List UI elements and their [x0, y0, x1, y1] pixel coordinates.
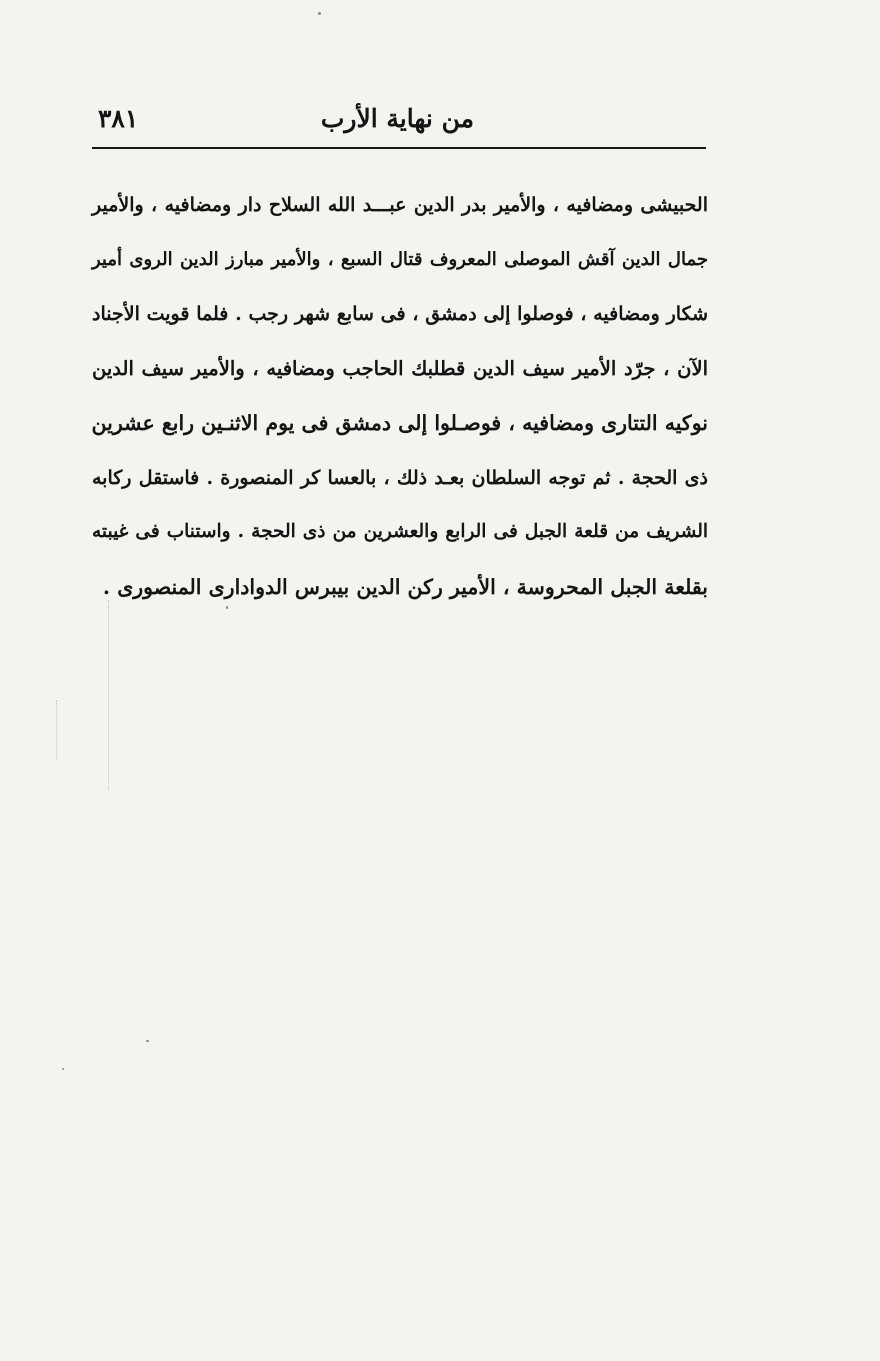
scan-margin-mark	[56, 700, 57, 760]
text-line: شكار ومضافيه ، فوصلوا إلى دمشق ، فى سابع شهر رجب . فلما قويت الأجناد	[92, 303, 708, 325]
header-rule	[92, 147, 706, 149]
scan-margin-mark	[108, 600, 109, 790]
text-line: الآن ، جرّد الأمير سيف الدين قطلبك الحاجب ومضافيه ، والأمير سيف الدين	[92, 356, 708, 380]
page-number: ٣٨١	[98, 104, 139, 133]
text-line: الشريف من قلعة الجبل فى الرابع والعشرين من ذى الحجة . واستناب فى غيبته	[92, 521, 708, 542]
page-header	[92, 100, 708, 144]
text-line: ذى الحجة . ثم توجه السلطان بعـد ذلك ، بالعسا كر المنصورة . فاستقل ركابه	[92, 466, 708, 489]
text-line: بقلعة الجبل المحروسة ، الأمير ركن الدين بيبرس الدوادارى المنصورى .	[102, 574, 708, 599]
text-line: الحبيشى ومضافيه ، والأمير بدر الدين عبـــد الله السلاح دار ومضافيه ، والأمير	[92, 194, 708, 216]
running-title: من نهاية الأرب	[320, 104, 474, 133]
text-line: جمال الدين آقش الموصلى المعروف قتال السبع ، والأمير مبارز الدين الروى أمير	[92, 248, 708, 270]
body-paragraph	[92, 178, 708, 614]
text-line: نوكيه التتارى ومضافيه ، فوصـلوا إلى دمشق فى يوم الاثنـين رابع عشرين	[91, 411, 708, 435]
